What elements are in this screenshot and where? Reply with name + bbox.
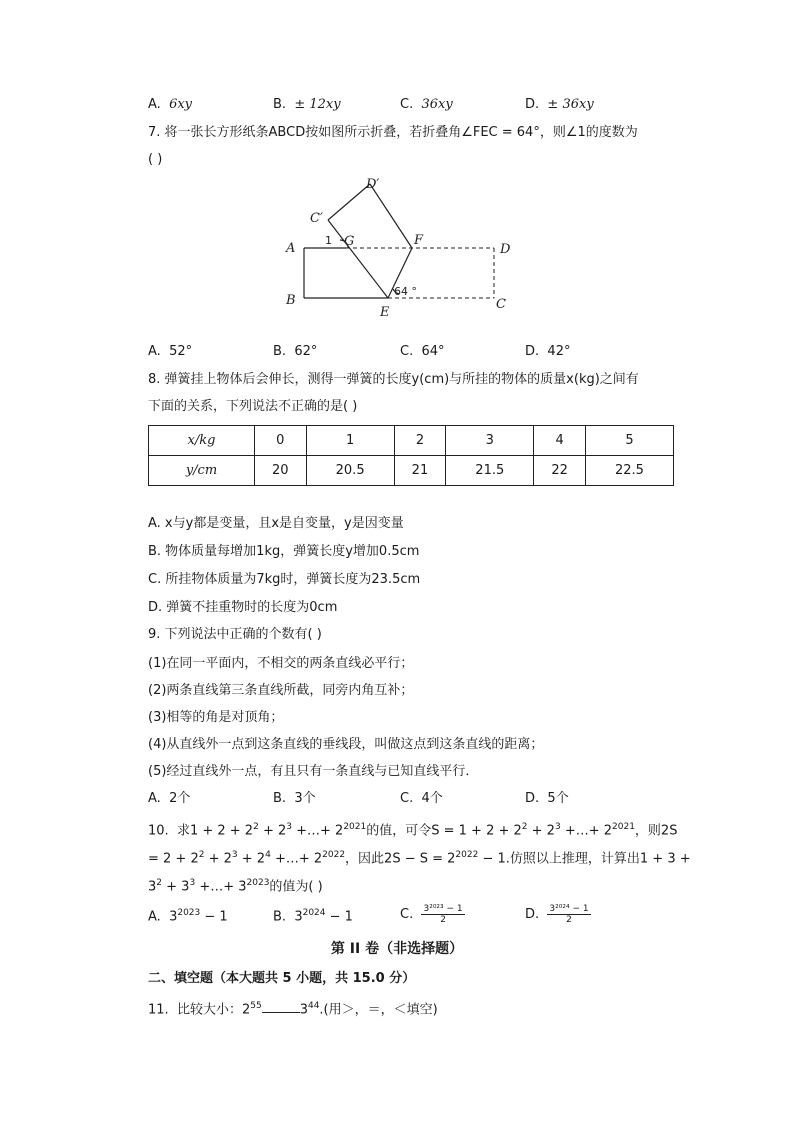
q9-item: (2)两条直线第三条直线所截，同旁内角互补； [148, 683, 414, 698]
q7-option-b: B. 62° [273, 344, 318, 359]
q9-stem: 9. 下列说法中正确的个数有( ) [148, 627, 322, 642]
label-c: C [496, 297, 506, 312]
q8-stem-line1: 8. 弹簧挂上物体后会伸长，测得一弹簧的长度y(cm)与所挂的物体的质量x(kg)之间有 [148, 372, 639, 387]
q8-data-table [148, 425, 674, 486]
q9-item: (4)从直线外一点到这条直线的垂线段，叫做这点到这条直线的距离； [148, 737, 544, 752]
q6-option-a: A. 6xy [148, 97, 193, 112]
q6-option-b: B. ± 12xy [273, 97, 341, 112]
q8-option-d: D. 弹簧不挂重物时的长度为0cm [148, 600, 338, 615]
q7-fold-figure [280, 170, 510, 320]
label-angle-1: 1 [325, 234, 332, 247]
table-cell: 21.5 [446, 456, 534, 486]
q7-stem-line1: 7. 将一张长方形纸条ABCD按如图所示折叠，若折叠角∠FEC = 64°，则∠1的度数为 [148, 125, 638, 140]
section-title: 第 II 卷（非选择题） [330, 941, 464, 957]
table-cell: 22.5 [585, 456, 673, 486]
table-cell: 22 [534, 456, 586, 486]
fraction: $\frac{\text{3²⁰²⁴ − 1}}{2}$ [549, 904, 589, 925]
table-cell: x/kg [149, 426, 255, 456]
table-row [149, 456, 674, 486]
table-cell: y/cm [149, 456, 255, 486]
q9-item: (3)相等的角是对顶角； [148, 710, 284, 725]
q7-stem-line2: ( ) [148, 152, 163, 167]
q10-option-c: C. $\frac{\text{3²⁰²³ − 1}}{2}$ [400, 904, 463, 925]
q8-option-c: C. 所挂物体质量为7kg时，弹簧长度为23.5cm [148, 572, 421, 587]
label-c-prime: C′ [310, 211, 323, 226]
q10-option-b: B. $3^{2024} - 1$ [273, 908, 353, 925]
q8-option-b: B. 物体质量每增加1kg，弹簧长度y增加0.5cm [148, 544, 420, 559]
table-row [149, 426, 674, 456]
q10-option-d: D. $\frac{\text{3²⁰²⁴ − 1}}{2}$ [525, 904, 589, 925]
label-d-prime: D′ [366, 177, 380, 192]
label-d: D [500, 242, 510, 257]
q7-option-a: A. 52° [148, 344, 193, 359]
q9-option-a: A. 2个 [148, 791, 191, 806]
q10-stem-line2: = $2 + 2^2 + 2^3 + 2^4$ +…+ $2^{2022}$，因此$2S - S = 2^{2022} - 1$.仿照以上推理，计算出1 + 3 + [148, 850, 691, 867]
q10-stem-line3: $3^2 + 3^3$ +…+ $3^{2023}$的值为( ) [148, 878, 323, 895]
q9-options [148, 790, 668, 808]
q8-stem-line2: 下面的关系，下列说法不正确的是( ) [148, 399, 358, 414]
q9-item: (1)在同一平面内，不相交的两条直线必平行； [148, 656, 414, 671]
label-g: G [344, 234, 355, 249]
q6-option-d: D. ± 36xy [525, 97, 594, 112]
table-cell: 5 [585, 426, 673, 456]
q9-option-d: D. 5个 [525, 791, 569, 806]
q6-option-c: C. 36xy [400, 97, 453, 112]
label-f: F [414, 233, 424, 248]
q10-stem-line1: 10. 求$1 + 2 + 2^2 + 2^3$ +…+ $2^{2021}$的值，可令$S = 1 + 2 + 2^2 + 2^3$ +…+ $2^{2021}$，则2S [148, 822, 678, 839]
table-cell: 3 [446, 426, 534, 456]
table-cell: 1 [306, 426, 394, 456]
q8-option-a: A. x与y都是变量，且x是自变量，y是因变量 [148, 516, 404, 531]
table-cell: 20 [255, 456, 307, 486]
q11-stem: 11. 比较大小：$2^{55}$ $3^{44}$.(用＞，＝，＜填空) [148, 1001, 438, 1018]
q7-option-d: D. 42° [525, 344, 571, 359]
label-e: E [380, 305, 390, 320]
section-part-heading: 二、填空题（本大题共 5 小题，共 15.0 分） [148, 971, 416, 986]
q9-item: (5)经过直线外一点，有且只有一条直线与已知直线平行． [148, 764, 479, 779]
label-angle-64: 64 ° [394, 285, 417, 298]
q6-options [148, 96, 668, 114]
label-b: B [286, 293, 296, 308]
q10-option-a: A. $3^{2023} - 1$ [148, 908, 228, 925]
table-cell: 2 [394, 426, 446, 456]
fraction: $\frac{\text{3²⁰²³ − 1}}{2}$ [423, 904, 463, 925]
table-cell: 21 [394, 456, 446, 486]
q9-option-c: C. 4个 [400, 791, 443, 806]
q9-option-b: B. 3个 [273, 791, 316, 806]
q7-option-c: C. 64° [400, 344, 445, 359]
table-cell: 4 [534, 426, 586, 456]
q10-options [148, 904, 668, 928]
table-cell: 0 [255, 426, 307, 456]
q7-options [148, 343, 668, 361]
label-a: A [286, 241, 296, 256]
answer-blank[interactable] [262, 1000, 300, 1013]
table-cell: 20.5 [306, 456, 394, 486]
